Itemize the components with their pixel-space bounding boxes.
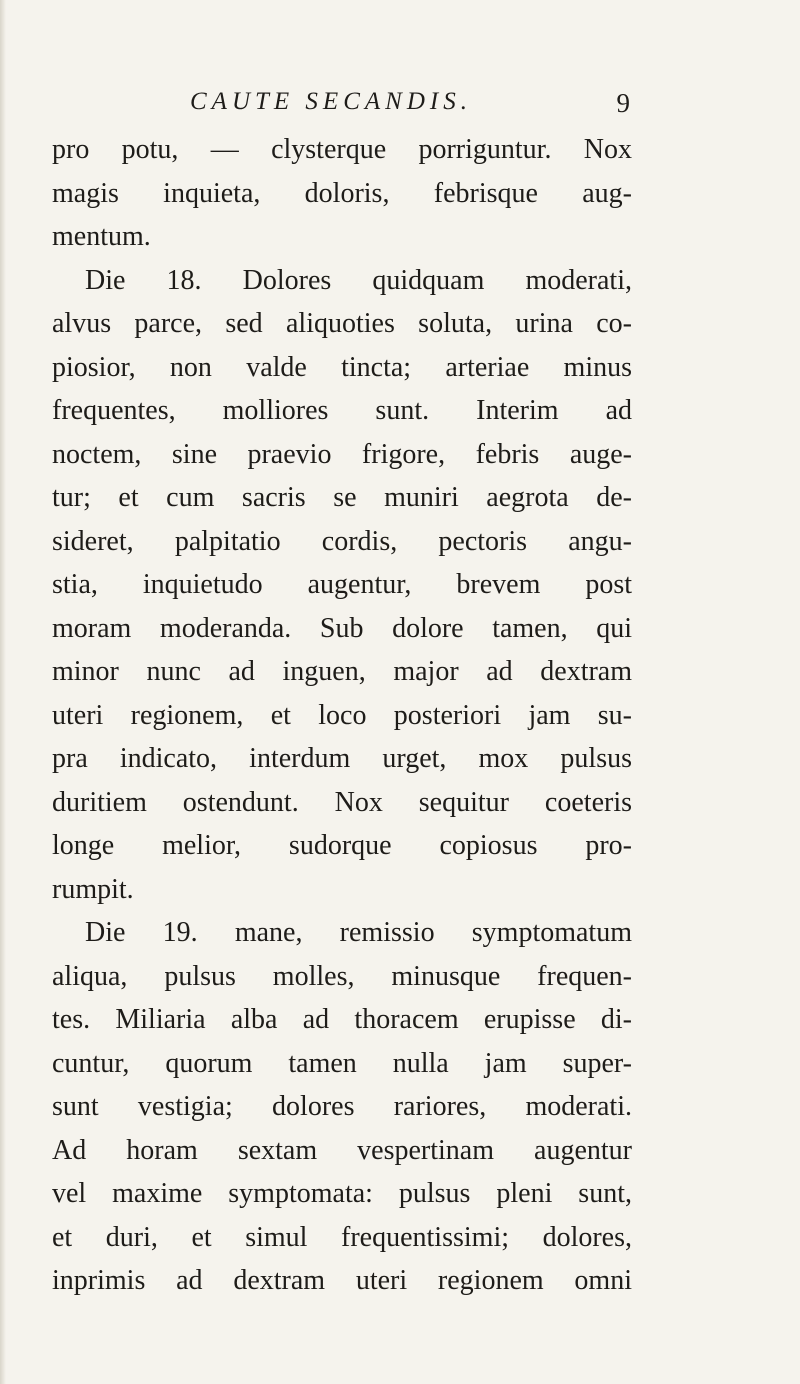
text-line: vel maxime symptomata: pulsus pleni sunt,: [52, 1178, 632, 1209]
text-line: noctem, sine praevio frigore, febris auge-: [52, 438, 632, 470]
text-line: inprimis ad dextram uteri regionem omni: [52, 1265, 632, 1296]
text-line: duritiem ostendunt. Nox sequitur coeteris: [52, 786, 632, 818]
page-edge-shadow: [0, 0, 6, 1384]
running-title: CAUTE SECANDIS.: [190, 88, 472, 115]
text-line: alvus parce, sed aliquoties soluta, urina co-: [52, 308, 632, 339]
page-number: 9: [616, 88, 630, 118]
text-line: moram moderanda. Sub dolore tamen, qui: [52, 612, 632, 644]
text-line: aliqua, pulsus molles, minusque frequen-: [52, 960, 632, 992]
text-line: sideret, palpitatio cordis, pectoris angu-: [52, 525, 632, 557]
text-line: pro potu, — clysterque porriguntur. Nox: [52, 134, 632, 165]
text-line: stia, inquietudo augentur, brevem post: [52, 569, 632, 600]
text-line: tes. Miliaria alba ad thoracem erupisse di-: [52, 1004, 632, 1035]
text-line: et duri, et simul frequentissimi; dolores,: [52, 1221, 632, 1253]
text-line: sunt vestigia; dolores rariores, moderati.: [52, 1091, 632, 1122]
text-line: Die 18. Dolores quidquam moderati,: [85, 264, 632, 296]
text-line: magis inquieta, doloris, febrisque aug-: [52, 177, 632, 209]
text-line: minor nunc ad inguen, major ad dextram: [52, 656, 632, 687]
text-line: tur; et cum sacris se muniri aegrota de-: [52, 482, 632, 513]
text-line: cuntur, quorum tamen nulla jam super-: [52, 1047, 632, 1079]
body-text: [52, 128, 632, 1303]
text-line: pra indicato, interdum urget, mox pulsus: [52, 743, 632, 774]
text-line: piosior, non valde tincta; arteriae minus: [52, 351, 632, 383]
text-line: mentum.: [52, 221, 151, 252]
text-line: Die 19. mane, remissio symptomatum: [85, 917, 632, 948]
text-line: uteri regionem, et loco posteriori jam su-: [52, 699, 632, 731]
text-line: frequentes, molliores sunt. Interim ad: [52, 395, 632, 426]
page-header: [190, 88, 630, 128]
text-line: longe melior, sudorque copiosus pro-: [52, 830, 632, 861]
text-line: Ad horam sextam vespertinam augentur: [52, 1134, 632, 1166]
text-line: rumpit.: [52, 873, 134, 905]
